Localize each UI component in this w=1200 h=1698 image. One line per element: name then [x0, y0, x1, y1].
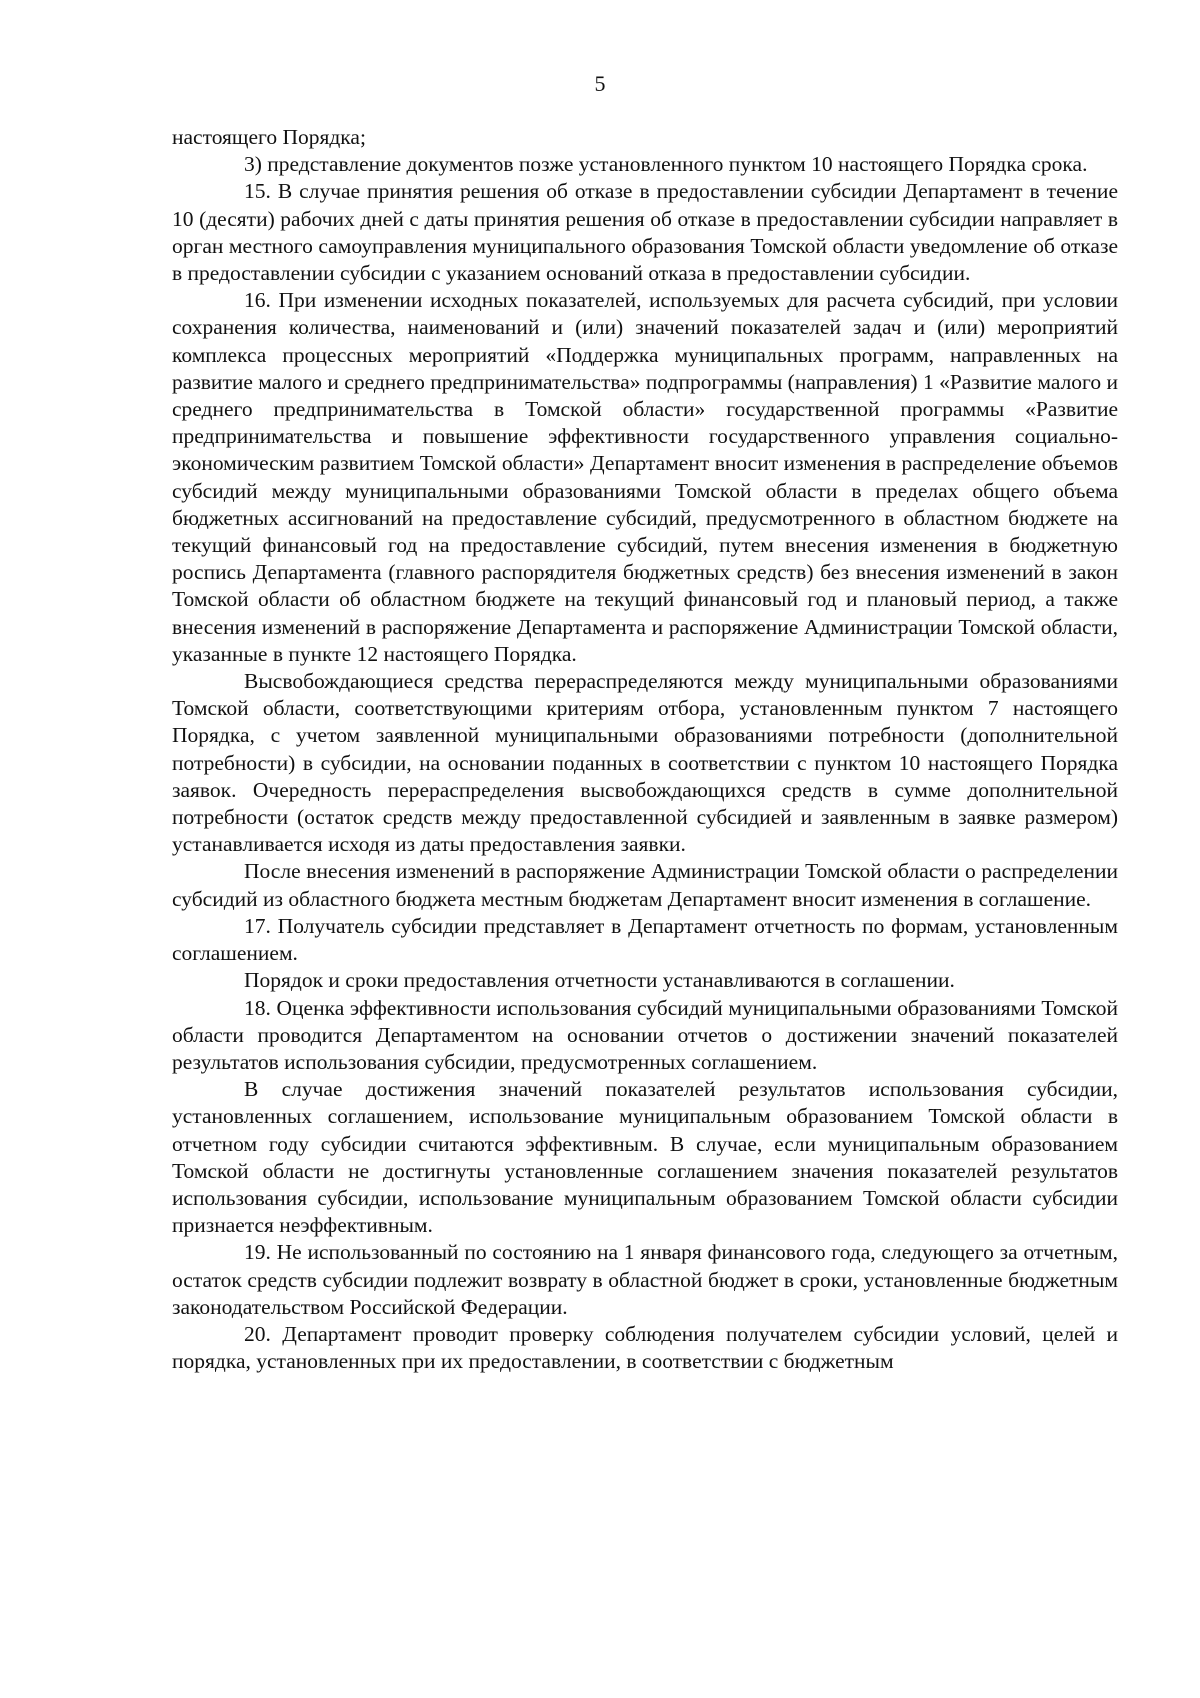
- paragraph-16-agreement-changes: После внесения изменений в распоряжение Администрации Томской области о распределении субсидий из областного бюджета местным бюджетам Департамент вносит изменения в соглашение.: [172, 859, 1118, 911]
- document-body: [172, 124, 1118, 1375]
- paragraph-16-redistribution: Высвобождающиеся средства перераспределяются между муниципальными образованиями Томской области, соответствующими критериям отбора, установленным пунктом 7 настоящего Порядка, с учетом заявленной муниципальными образованиями потребности (дополнительной потребности) в субсидии, на основании поданных в соответствии с пунктом 10 настоящего Порядка заявок. Очередность перераспределения высвобождающихся средств в сумме дополнительной потребности (остаток средств между предоставленной субсидией и заявленным в заявке размером) устанавливается исходя из даты предоставления заявки.: [172, 669, 1118, 857]
- paragraph-17: 17. Получатель субсидии представляет в Департамент отчетность по формам, установленным соглашением.: [172, 913, 1118, 966]
- paragraph-17-reporting-order: Порядок и сроки предоставления отчетности устанавливаются в соглашении.: [244, 968, 955, 993]
- paragraph-item-3: 3) представление документов позже установленного пунктом 10 настоящего Порядка срока.: [244, 152, 1088, 177]
- paragraph-18-effectiveness: В случае достижения значений показателей результатов использования субсидии, установленных соглашением, использование муниципальным образованием Томской области в отчетном году субсидии считаются эффективным. В случае, если муниципальным образованием Томской области не достигнуты установленные соглашением значения показателей результатов использования субсидии, использование муниципальным образованием Томской области субсидии признается неэффективным.: [172, 1077, 1118, 1238]
- paragraph-18: 18. Оценка эффективности использования субсидий муниципальными образованиями Томской области проводится Департаментом на основании отчетов о достижении значений показателей результатов использования субсидии, предусмотренных соглашением.: [172, 995, 1118, 1074]
- paragraph-20: 20. Департамент проводит проверку соблюдения получателем субсидии условий, целей и порядка, установленных при их предоставлении, в соответствии с бюджетным: [172, 1321, 1118, 1374]
- paragraph-19: 19. Не использованный по состоянию на 1 января финансового года, следующего за отчетным, остаток средств субсидии подлежит возврату в областной бюджет в сроки, установленные бюджетным законодательством Российской Федерации.: [172, 1240, 1118, 1319]
- paragraph-continuation: настоящего Порядка;: [172, 125, 366, 149]
- page-number: 5: [594, 71, 606, 96]
- paragraph-15: 15. В случае принятия решения об отказе в предоставлении субсидии Департамент в течение 10 (десяти) рабочих дней с даты принятия решения об отказе в предоставлении субсидии направляет в орган местного самоуправления муниципального образования Томской области уведомление об отказе в предоставлении субсидии с указанием оснований отказа в предоставлении субсидии.: [172, 179, 1118, 286]
- paragraph-16: 16. При изменении исходных показателей, используемых для расчета субсидий, при условии сохранения количества, наименований и (или) значений показателей задач и (или) мероприятий комплекса процессных мероприятий «Поддержка муниципальных программ, направленных на развитие малого и среднего предпринимательства» подпрограммы (направления) 1 «Развитие малого и среднего предпринимательства в Томской области» государственной программы «Развитие предпринимательства и повышение эффективности государственного управления социально-экономическим развитием Томской области» Департамент вносит изменения в распределение объемов субсидий между муниципальными образованиями Томской области в пределах общего объема бюджетных ассигнований на предоставление субсидий, предусмотренного в областном бюджете на текущий финансовый год на предоставление субсидий, путем внесения изменения в бюджетную роспись Департамента (главного распорядителя бюджетных средств) без внесения изменений в закон Томской области об областном бюджете на текущий финансовый год и плановый период, а также внесения изменений в распоряжение Департамента и распоряжение Администрации Томской области, указанные в пункте 12 настоящего Порядка.: [172, 288, 1118, 666]
